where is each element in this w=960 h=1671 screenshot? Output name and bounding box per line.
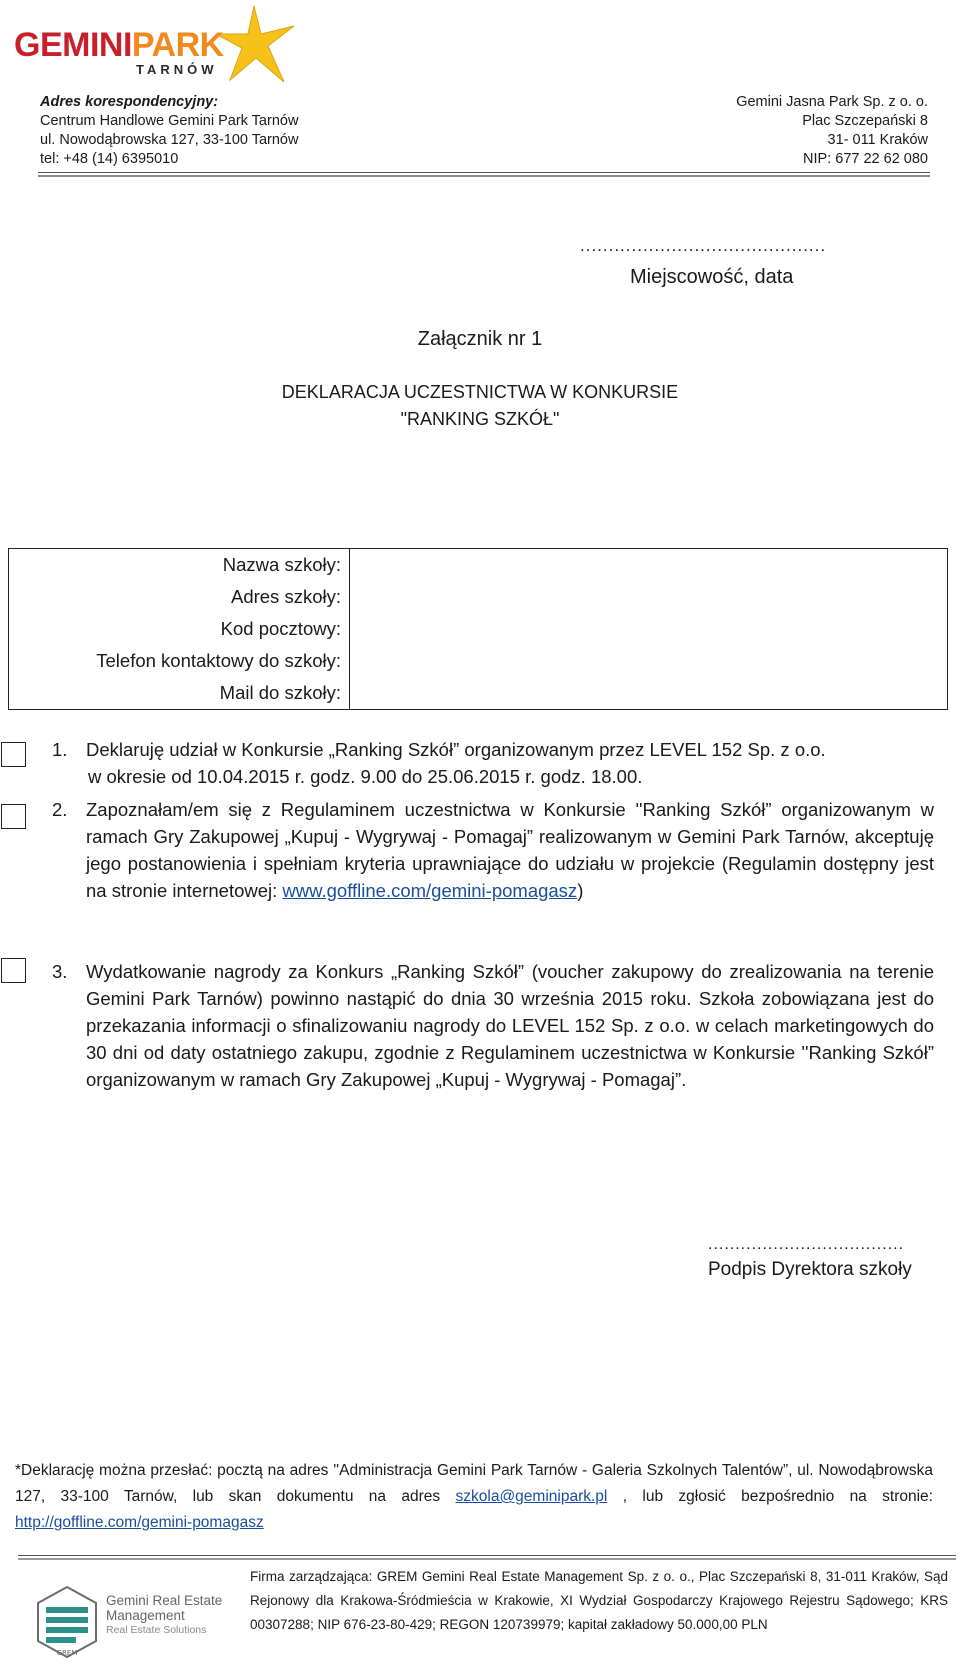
declaration-1-checkbox[interactable] [1,742,26,767]
brand-line: Gemini Real Estate [106,1593,223,1608]
signature-label: Podpis Dyrektora szkoły [708,1259,912,1280]
place-date-label: Miejscowość, data [630,266,794,288]
regulations-link[interactable]: www.goffline.com/gemini-pomagasz [282,880,578,901]
header-divider [38,172,930,173]
school-name-label: Nazwa szkoły: [222,554,341,575]
note-text: , lub zgłosić bezpośrednio na stronie: [607,1488,933,1505]
declaration-3 [52,958,934,1093]
school-email-field[interactable] [350,677,947,709]
declaration-1 [52,736,934,790]
submission-note [15,1458,933,1536]
correspondence-address [40,93,298,169]
declaration-2 [52,796,934,904]
company-address [736,93,928,169]
declaration-2-text: Zapoznałam/em się z Regulaminem uczestnictwa w Konkursie ''Ranking Szkół” organizowanym w ramach Gry Zakupowej „Kupuj - Wygrywaj - Pomagaj” realizowanym w Gemini Park Tarnów, akceptuję jego postanowienia i spełniam kryteria uprawniające do udziału w projekcie (Regulamin dostępny jest na stronie internetowej: [86,799,934,901]
document-subtitle: "RANKING SZKÓŁ" [400,409,560,429]
footer-divider [18,1555,956,1556]
declaration-1-line1: Deklaruję udział w Konkursie „Ranking Szkół” organizowanym przez LEVEL 152 Sp. z o.o. [86,739,826,760]
school-email-label: Mail do szkoły: [219,682,341,703]
brand-tagline: Real Estate Solutions [106,1624,207,1636]
place-date-line: ........................................... [580,236,827,255]
postal-code-field[interactable] [350,613,947,645]
footer-company-info: Firma zarządzająca: GREM Gemini Real Estate Management Sp. z o. o., Plac Szczepański 8, 31-011 Kraków, Sąd Rejonowy dla Krakowa-Śródmieścia w Krakowie, XI Wydział Gospodarczy Krajowego Rejestru Sądowego; KRS 00307288; NIP 676-23-80-429; REGON 120739979; kapitał zakładowy 50.000,00 PLN [250,1569,948,1632]
school-phone-label: Telefon kontaktowy do szkoły: [96,650,341,671]
logo-city-text: TARNÓW [136,62,218,77]
school-address-label: Adres szkoły: [230,586,341,607]
company-name: Gemini Jasna Park Sp. z o. o. [736,94,928,110]
company-street: Plac Szczepański 8 [802,113,928,129]
correspondence-line: Centrum Handlowe Gemini Park Tarnów [40,113,299,129]
logo-park-text: PARK [131,26,224,64]
school-name-field[interactable] [350,549,947,581]
declaration-3-number: 3. [52,961,68,982]
grem-logo-icon [34,1585,100,1659]
gemini-park-logo [14,4,299,86]
form-values [350,549,948,710]
logo-gemini-text: GEMINI [14,26,132,64]
star-icon [214,4,298,86]
email-link[interactable]: szkola@geminipark.pl [455,1488,608,1505]
signature-line: .................................... [708,1236,905,1253]
postal-code-label: Kod pocztowy: [220,618,341,639]
company-nip: NIP: 677 22 62 080 [803,151,928,167]
footer-brand [106,1593,222,1638]
school-info-form [8,548,948,710]
correspondence-phone: tel: +48 (14) 6395010 [40,151,179,167]
company-city: 31- 011 Kraków [827,132,928,148]
declaration-3-text: Wydatkowanie nagrody za Konkurs „Ranking Szkół” (voucher zakupowy do zrealizowania na terenie Gemini Park Tarnów) powinno nastąpić do dnia 30 września 2015 roku. Szkoła zobowiązana jest do przekazania informacji o sfinalizowaniu nagrody do LEVEL 152 Sp. z o.o. w celach marketingowych do 30 dni od daty ostatniego zakupu, zgodnie z Regulaminem uczestnictwa w Konkursie ''Ranking Szkół” organizowanym w ramach Gry Zakupowej „Kupuj - Wygrywaj - Pomagaj”. [86,961,934,1090]
document-title: DEKLARACJA UCZESTNICTWA W KONKURSIE [281,382,679,402]
school-phone-field[interactable] [350,645,947,677]
annex-label: Załącznik nr 1 [417,328,543,350]
declaration-2-suffix: ) [577,880,584,901]
declaration-1-number: 1. [52,739,68,760]
declaration-2-checkbox[interactable] [1,804,26,829]
school-address-field[interactable] [350,581,947,613]
header-divider [38,175,930,177]
footer-divider [18,1558,956,1560]
svg-text:GREM: GREM [56,1649,78,1657]
declaration-2-number: 2. [52,799,68,820]
brand-line: Management [106,1608,185,1623]
correspondence-line: ul. Nowodąbrowska 127, 33-100 Tarnów [40,132,299,148]
website-link[interactable]: http://goffline.com/gemini-pomagasz [15,1514,264,1531]
form-labels [9,549,350,710]
correspondence-heading: Adres korespondencyjny: [40,94,219,110]
note-text: *Deklarację można przesłać: pocztą na adres ''Administracja Gemini Park Tarnów - Galeria Szkolnych Talentów”, ul. Nowodąbrowska 127, 33-100 Tarnów, lub skan dokumentu na adres [15,1462,933,1505]
declaration-1-line2: w okresie od 10.04.2015 r. godz. 9.00 do 25.06.2015 r. godz. 18.00. [88,766,643,787]
declaration-3-checkbox[interactable] [1,958,26,983]
